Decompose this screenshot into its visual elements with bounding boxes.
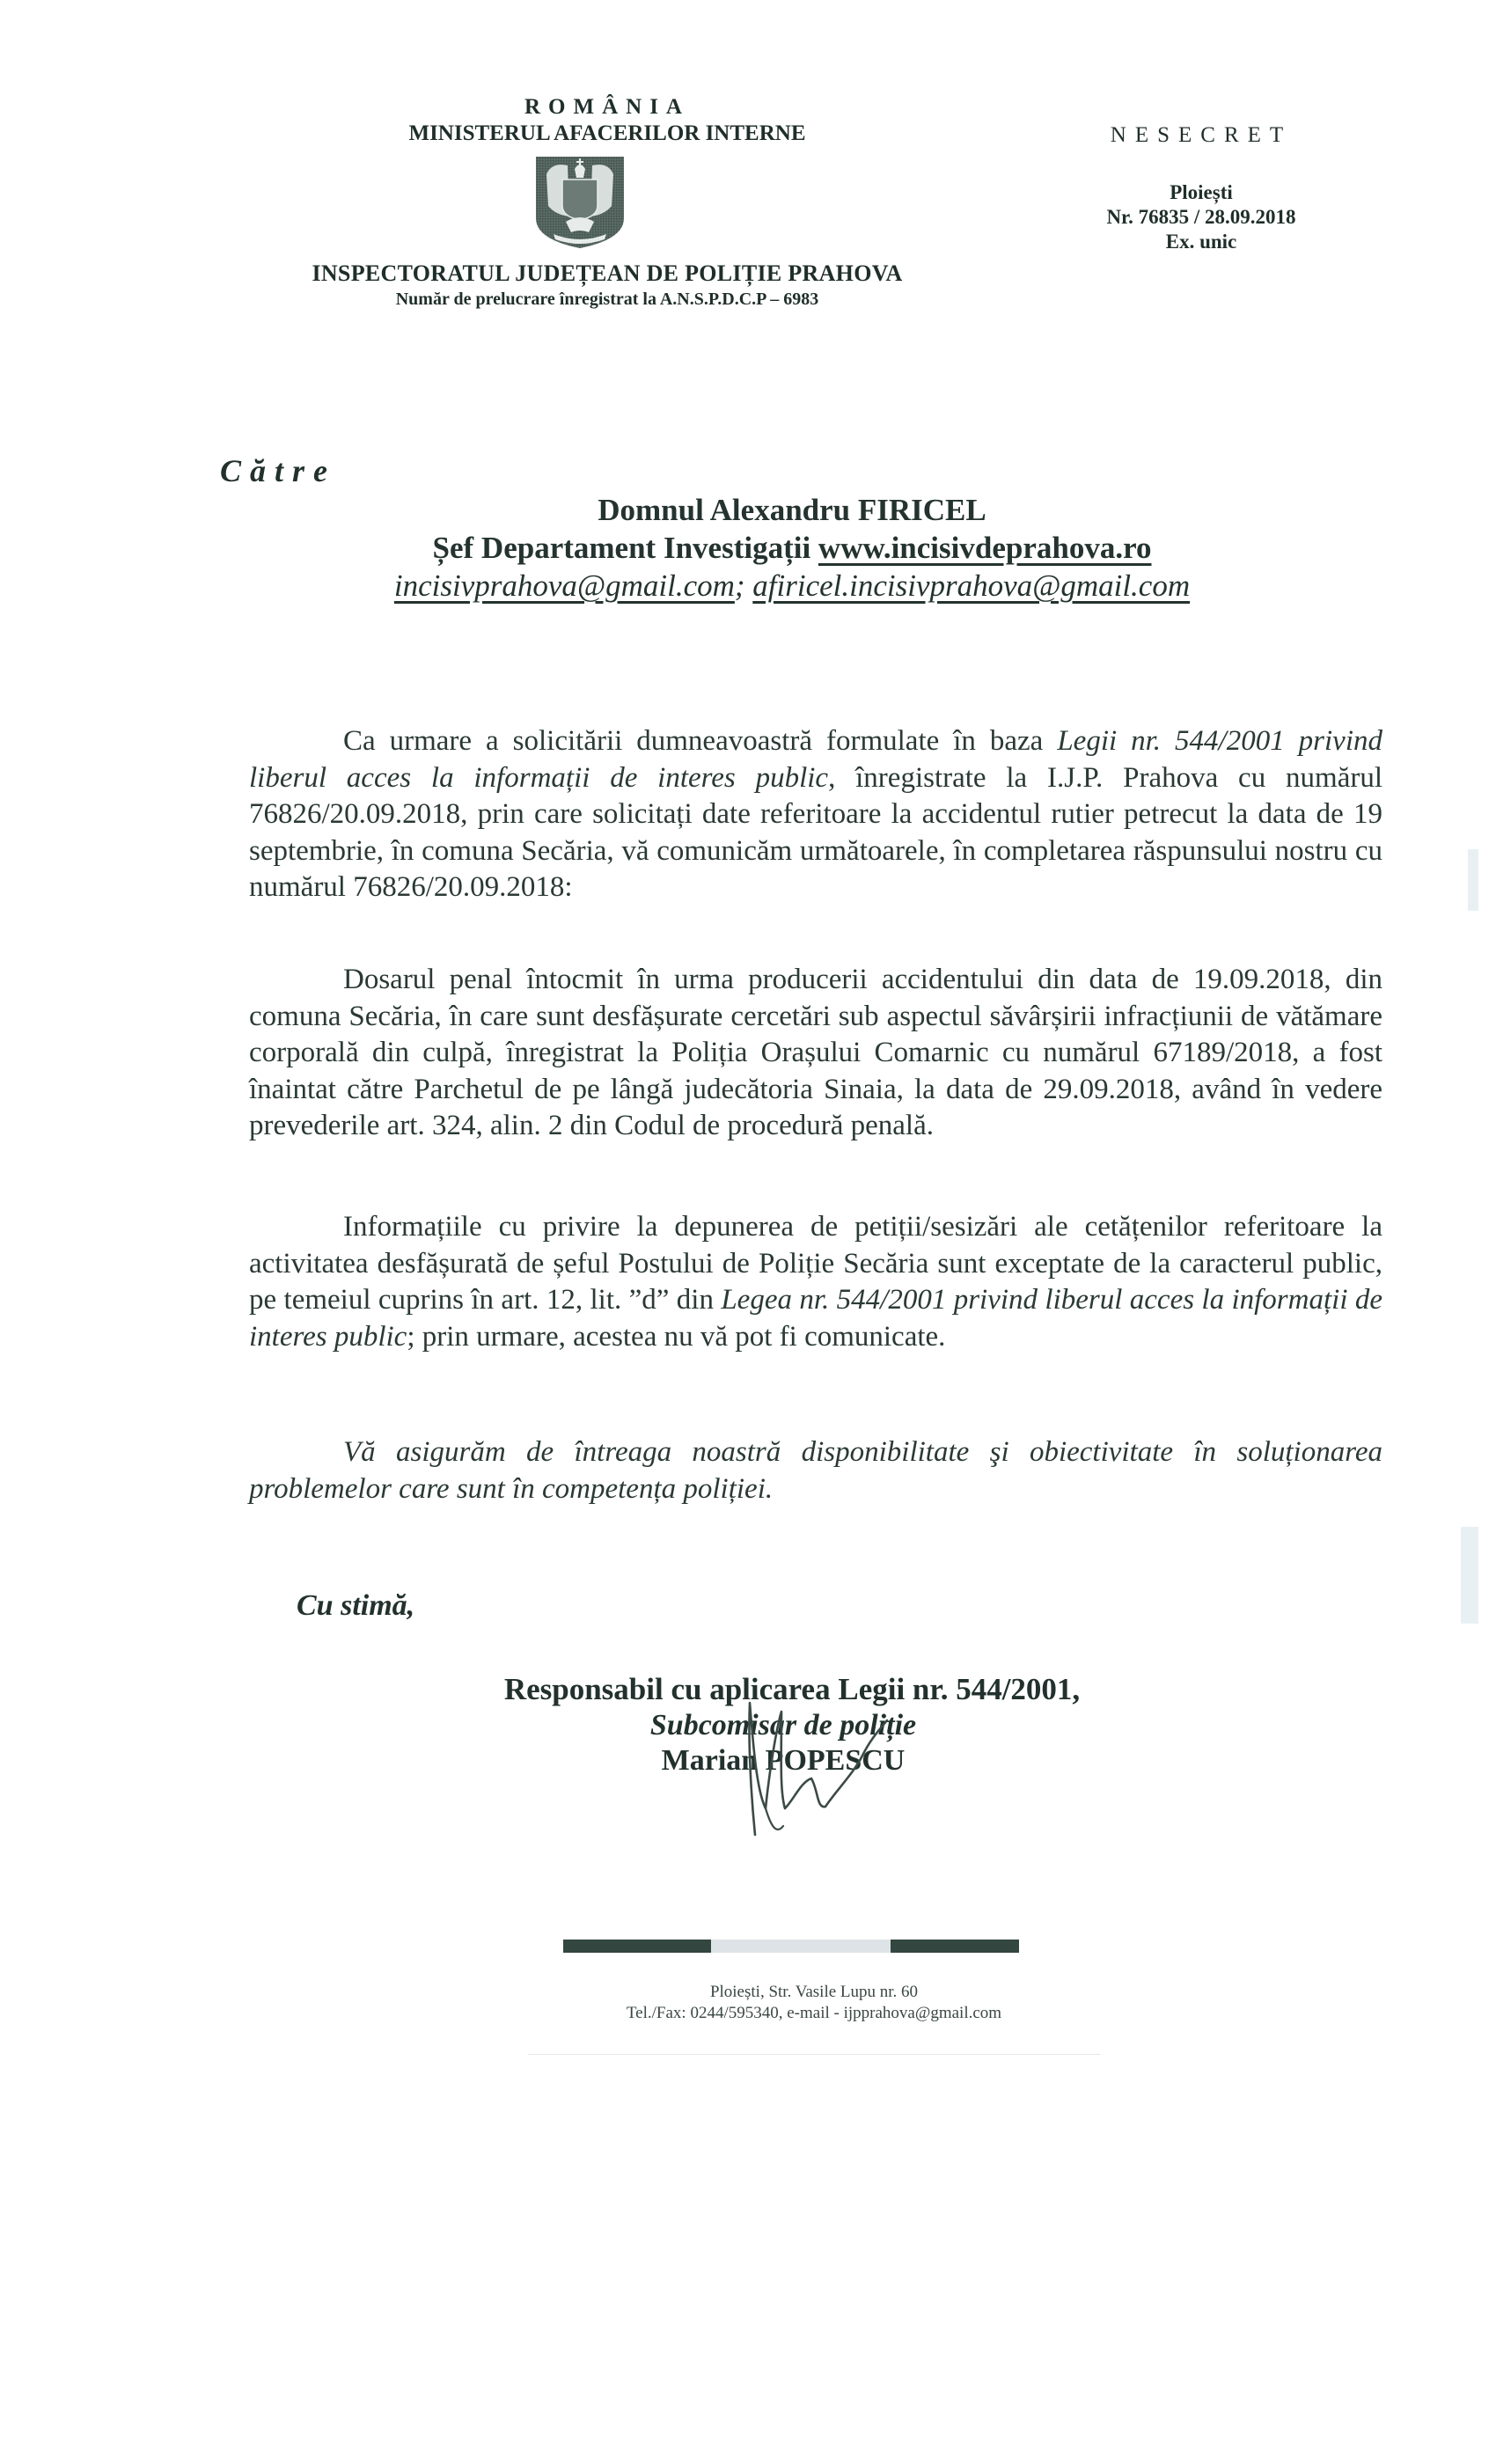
footer-address: Ploiești, Str. Vasile Lupu nr. 60 — [709, 1983, 919, 2001]
document-city: Ploiești — [1170, 181, 1233, 203]
p1-text-b: , înregistrate la I.J.P. Prahova cu numărul 76826/20.09.2018, prin care solicitați date referitoare la accidentul rutier petrecut la data de 19 septembrie, în comuna Secăria, vă comunicăm următoarele, în completarea răspunsului nostru cu numărul 76826/20.09.2018: — [249, 761, 1382, 903]
ministry-heading: MINISTERUL AFACERILOR INTERNE — [408, 121, 806, 145]
scan-artifact — [1461, 1527, 1478, 1624]
body-paragraph-1 — [249, 723, 1382, 906]
footer-band-dark-right — [891, 1940, 1019, 1953]
signatory-role: Responsabil cu aplicarea Legii nr. 544/2001, — [503, 1672, 1081, 1706]
p3-text-b: ; prin urmare, acestea nu vă pot fi comunicate. — [407, 1320, 946, 1353]
p3-law-reference: Legea nr. 544/2001 privind liberul acces la informații de interes public — [249, 1284, 1383, 1353]
coat-of-arms-icon — [534, 155, 626, 250]
document-copies: Ex. unic — [1165, 231, 1237, 253]
recipient-name: Domnul Alexandru FIRICEL — [598, 493, 986, 527]
registration-number: Număr de prelucrare înregistrat la A.N.S.P.D.C.P – 6983 — [395, 290, 819, 309]
p4-text: Vă asigurăm de întreaga noastră disponibilitate şi obiectivitate în soluționarea problemelor care sunt în competența poliției. — [249, 1436, 1382, 1505]
footer-band-light — [711, 1940, 891, 1953]
body-paragraph-3 — [249, 1209, 1382, 1355]
institution-heading: INSPECTORATUL JUDEȚEAN DE POLIȚIE PRAHOVA — [312, 260, 903, 286]
body-paragraph-2 — [249, 962, 1382, 1145]
recipient-email-link-1[interactable]: incisivprahova@gmail.com — [393, 568, 735, 603]
recipient-email-link-2[interactable]: afiricel.incisivprahova@gmail.com — [752, 568, 1191, 603]
to-label: Către — [220, 453, 337, 488]
signatory-rank: Subcomisar de poliție — [649, 1709, 917, 1742]
footer-band-dark-left — [563, 1940, 711, 1953]
recipient-title-line — [264, 531, 1320, 566]
signatory-name: Marian POPESCU — [661, 1744, 906, 1777]
classification-label: NESECRET — [1110, 123, 1293, 147]
handwritten-signature-icon — [730, 1694, 906, 1844]
recipient-website-link[interactable]: www.incisivdeprahova.ro — [818, 531, 1152, 565]
recipient-title: Șef Departament Investigații — [432, 531, 811, 565]
p2-text: Dosarul penal întocmit în urma producerii accidentului din data de 19.09.2018, din comuna Secăria, în care sunt desfășurate cercetări sub aspectul săvârșirii infracțiunii de vătămare corporală din culpă, înregistrat la Poliția Orașului Comarnic cu numărul 67189/2018, a fost înaintat către Parchetul de pe lângă judecătoria Sinaia, la data de 29.09.2018, având în vedere prevederile art. 324, alin. 2 din Codul de procedură penală. — [249, 964, 1382, 1141]
body-paragraph-4 — [249, 1434, 1382, 1507]
footer-band — [563, 1940, 1019, 1953]
p3-text-a: Informațiile cu privire la depunerea de petiții/sesizări ale cetățenilor referitoare la activitatea desfășurată de șeful Postului de Poliție Secăria sunt exceptate de la caracterul public, pe temeiul cuprins în art. 12, lit. ”d” din — [249, 1211, 1382, 1316]
country-heading: ROMÂNIA — [524, 95, 690, 119]
email-separator: ; — [734, 568, 753, 603]
footer-contact: Tel./Fax: 0244/595340, e-mail - ijpprahova@gmail.com — [626, 2004, 1002, 2022]
footer-rule — [528, 2054, 1100, 2055]
closing-salutation: Cu stimă, — [297, 1589, 415, 1622]
p1-text-a: Ca urmare a solicitării dumneavoastră formulate în baza — [343, 725, 1058, 757]
document-number: Nr. 76835 / 28.09.2018 — [1106, 206, 1296, 228]
scan-artifact — [1468, 849, 1478, 911]
recipient-emails — [264, 568, 1320, 604]
p1-law-reference: Legii nr. 544/2001 privind liberul acces la informații de interes public — [249, 725, 1382, 794]
